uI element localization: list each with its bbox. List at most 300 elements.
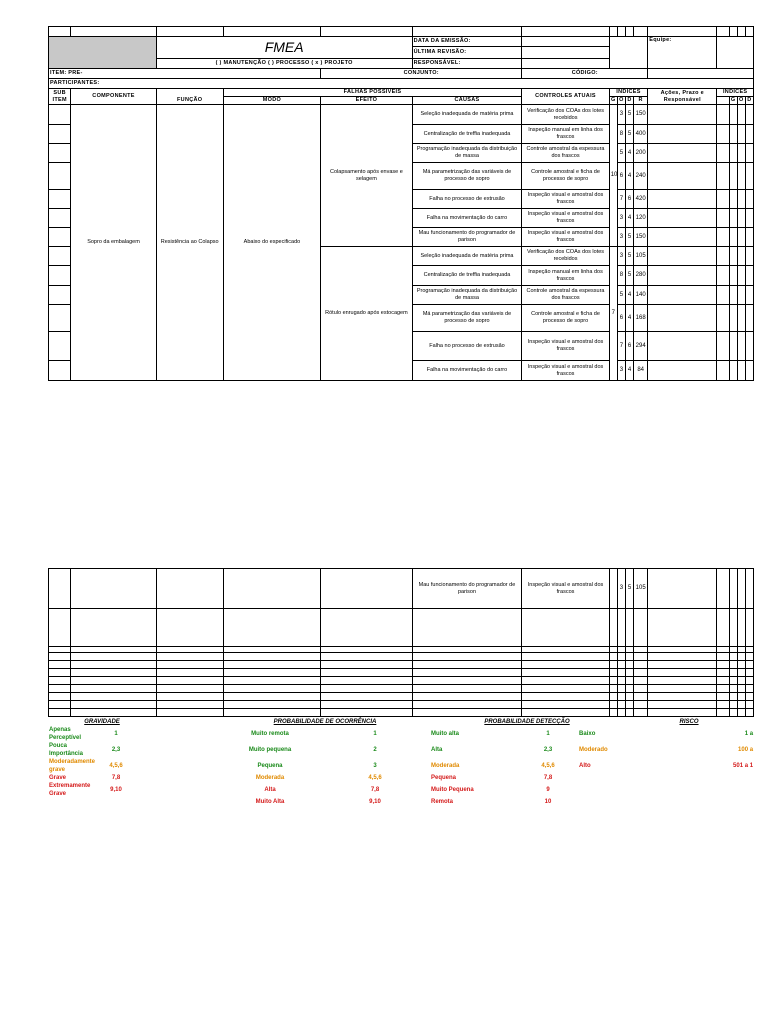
blank-cell [737,661,745,669]
blank-cell [745,709,753,717]
occurrence-label: Pequena [257,763,283,769]
legend-body [48,726,754,806]
g-cell: 10 [609,105,617,247]
blank-cell [609,609,617,647]
blank-cell [737,677,745,685]
blank-cell [717,286,729,305]
blank-cell [71,609,156,647]
col-indices-2: ÍNDICES [717,89,754,97]
control-cell: Controle amostral e ficha de processo de sopro [522,163,609,190]
blank-cell [729,209,737,228]
r-cell: 150 [634,105,648,125]
blank-cell [648,209,717,228]
risk-value [694,774,754,782]
blank-cell [745,105,753,125]
blank-cell [648,661,717,669]
r-cell: 400 [634,125,648,144]
control-cell: Verificação dos COAs dos lotes recebidos [522,247,609,266]
r-cell: 294 [634,332,648,361]
cause-cell: Programação inadequada da distribuição de massa [412,144,522,163]
blank-cell [717,305,729,332]
blank-cell [617,609,625,647]
blank-cell [745,286,753,305]
spacer [156,742,220,758]
fmea-sheet [48,26,754,381]
blank-cell [717,266,729,286]
blank-cell [737,361,745,381]
blank-cell [321,677,412,685]
blank-cell [617,709,625,717]
blank-cell [648,247,717,266]
blank-cell [634,609,648,647]
blank-cell [609,669,617,677]
blank-cell [412,609,522,647]
d-cell: 4 [625,209,633,228]
subitem-cell [49,361,71,381]
control-cell: Verificação dos COAs dos lotes recebidos [522,105,609,125]
severity-label: Moderadamente grave [49,759,96,773]
legend-row [48,798,754,806]
blank-cell [717,609,729,647]
o-cell: 3 [617,228,625,247]
d-cell: 5 [625,266,633,286]
r-cell: 84 [634,361,648,381]
o-cell: 5 [617,144,625,163]
blank-cell [412,693,522,701]
blank-cell [49,693,71,701]
blank-cell [745,144,753,163]
blank-cell [729,685,737,693]
blank-cell [729,677,737,685]
subitem-cell [49,332,71,361]
blank-cell [412,685,522,693]
blank-cell [648,701,717,709]
col-indices: ÍNDICES [609,89,648,97]
table-row [49,669,754,677]
col-o-2: O [738,97,744,103]
blank-cell [412,653,522,661]
control-cell: Inspeção manual em linha dos frascos [522,266,609,286]
blank-cell [648,228,717,247]
detection-label: Remota [431,799,454,805]
blank-cell [625,693,633,701]
blank-cell [729,266,737,286]
o-cell: 3 [617,247,625,266]
blank-cell [648,266,717,286]
blank-cell [522,661,609,669]
blank-cell [625,685,633,693]
blank-cell [321,669,412,677]
blank-cell [412,669,522,677]
blank-cell [717,701,729,709]
blank-cell [717,163,729,190]
fmea-sheet-page-2 [48,568,754,806]
legend-row [48,742,754,758]
table-row [49,693,754,701]
blank-cell [49,661,71,669]
logo-placeholder [49,37,157,69]
blank-cell [321,685,412,693]
col-component: COMPONENTE [71,89,156,105]
d-cell: 5 [625,125,633,144]
d-cell: 4 [625,286,633,305]
effect-cell: Rótulo enrugado após estocagem [321,247,412,381]
blank-cell [609,701,617,709]
blank-cell [648,163,717,190]
occurrence-label: Moderada [255,775,285,781]
blank-cell [717,653,729,661]
blank-cell [648,144,717,163]
blank-cell [648,653,717,661]
blank-cell [609,709,617,717]
blank-cell [648,677,717,685]
subitem-cell [49,228,71,247]
r-cell: 140 [634,286,648,305]
o-cell: 3 [617,209,625,228]
severity-label: Extremamente Grave [49,783,91,797]
spacer [624,798,694,806]
blank-cell [745,209,753,228]
blank-cell [625,677,633,685]
blank-cell [729,125,737,144]
o-cell: 3 [617,361,625,381]
blank-cell [223,609,321,647]
blank-cell [522,669,609,677]
severity-value: 7,8 [111,775,121,781]
severity-title: GRAVIDADE [84,719,120,725]
occurrence-value: 2 [373,747,377,753]
o-cell: 7 [617,332,625,361]
risk-label: Baixo [579,731,596,737]
blank-cell [737,305,745,332]
control-cell: Inspeção visual e amostral dos frascos [522,209,609,228]
cause-cell: Mau funcionamento do programador de parison [412,569,522,609]
blank-cell [522,709,609,717]
blank-cell [717,105,729,125]
document-title: FMEA [156,37,412,59]
blank-cell [71,701,156,709]
blank-cell [156,669,223,677]
occurrence-label: Muito remota [251,731,289,737]
blank-cell [71,653,156,661]
blank-cell [49,653,71,661]
blank-cell [49,701,71,709]
blank-cell [49,609,71,647]
blank-cell [625,653,633,661]
control-cell: Controle amostral da espessura dos frascos [522,286,609,305]
blank-cell [71,693,156,701]
occurrence-value: 9,10 [369,799,381,805]
cause-cell: Centralização de treffia inadequada [412,125,522,144]
detection-label: Pequena [431,775,457,781]
blank-cell [634,677,648,685]
blank-cell [737,190,745,209]
blank-cell [617,693,625,701]
blank-cell [223,693,321,701]
blank-cell [617,677,625,685]
blank-cell [717,144,729,163]
detection-value: 2,3 [543,747,553,753]
detection-value: 10 [544,799,552,805]
cause-cell: Mau funcionamento do programador de parison [412,228,522,247]
blank-cell [609,693,617,701]
blank-cell [49,669,71,677]
subitem-cell [49,163,71,190]
blank-cell [156,661,223,669]
table-row [49,677,754,685]
spacer [624,742,694,758]
severity-label: Grave [49,775,67,781]
blank-cell [634,685,648,693]
table-row [49,105,754,125]
blank-cell [717,677,729,685]
subitem-cell [49,247,71,266]
blank-cell [745,669,753,677]
occurrence-title: PROBABILIDADE DE OCORRÊNCIA [273,719,377,725]
blank-cell [49,709,71,717]
subitem-cell [49,305,71,332]
d-cell: 5 [625,228,633,247]
blank-cell [156,609,223,647]
blank-cell [634,653,648,661]
blank-cell [223,685,321,693]
occurrence-value: 7,8 [370,787,380,793]
assembly-label: CONJUNTO: [321,69,522,79]
subitem-cell [49,125,71,144]
table-row [49,653,754,661]
blank-cell [648,609,717,647]
blank-cell [745,685,753,693]
blank-cell [71,677,156,685]
blank-cell [745,247,753,266]
blank-cell [729,144,737,163]
component-cell: Sopro da embalagem [71,105,156,381]
r-cell: 150 [634,228,648,247]
blank-cell [223,701,321,709]
blank-cell [648,709,717,717]
blank-cell [737,247,745,266]
table-row [49,569,754,609]
blank-cell [648,305,717,332]
blank-cell [717,693,729,701]
blank-cell [745,190,753,209]
r-cell: 200 [634,144,648,163]
blank-cell [737,709,745,717]
blank-cell [717,247,729,266]
o-cell: 6 [617,163,625,190]
d-cell: 5 [625,247,633,266]
risk-label [578,782,624,798]
subitem-cell [49,105,71,125]
d-cell: 5 [625,569,633,609]
d-cell: 4 [625,361,633,381]
cause-cell: Centralização de treffia inadequada [412,266,522,286]
blank-cell [737,144,745,163]
o-cell: 7 [617,190,625,209]
severity-value: 4,5,6 [109,763,123,769]
blank-cell [321,693,412,701]
control-cell: Inspeção manual em linha dos frascos [522,125,609,144]
blank-cell [717,228,729,247]
col-effect: EFEITO [321,97,412,105]
blank-cell [737,653,745,661]
legend-row [48,758,754,774]
cause-cell: Má parametrização das variáveis de processo de sopro [412,305,522,332]
col-subitem: SUB ITEM [49,89,71,105]
blank-cell [648,693,717,701]
blank-cell [223,669,321,677]
blank-cell [522,701,609,709]
cause-cell: Seleção inadequada de matéria prima [412,247,522,266]
cause-cell: Falha na movimentação do carro [412,209,522,228]
blank-cell [737,105,745,125]
blank-cell [737,209,745,228]
blank-cell [49,677,71,685]
blank-cell [223,661,321,669]
d-cell: 4 [625,144,633,163]
effect-cell: Colapsamento após envase e selagem [321,105,412,247]
blank-cell [737,685,745,693]
blank-cell [745,661,753,669]
legend-table [48,718,754,806]
detection-label: Muito alta [431,731,460,737]
mode-cell: Abaixo do especificado [223,105,321,381]
blank-cell [49,685,71,693]
blank-cell [745,266,753,286]
legend-row [48,782,754,798]
blank-cell [729,163,737,190]
detection-value: 4,5,6 [541,763,555,769]
control-cell: Inspeção visual e amostral dos frascos [522,332,609,361]
responsible-label: RESPONSÁVEL: [412,59,522,69]
blank-cell [617,685,625,693]
subitem-cell [49,144,71,163]
blank-cell [729,669,737,677]
blank-cell [737,228,745,247]
item-label: ITEM: PRE- [49,69,321,79]
blank-cell [745,125,753,144]
blank-cell [729,661,737,669]
occurrence-label: Muito Alta [255,799,285,805]
blank-cell [745,653,753,661]
blank-cell [156,693,223,701]
blank-cell [717,125,729,144]
blank-cell [609,653,617,661]
severity-value [76,798,156,806]
detection-label: Alta [431,747,443,753]
blank-cell [745,332,753,361]
d-cell: 5 [625,105,633,125]
col-r: R [634,97,648,105]
col-controls: CONTROLES ATUAIS [522,89,609,105]
blank-cell [717,361,729,381]
subitem-cell [49,286,71,305]
severity-label [48,798,76,806]
blank-cell [648,332,717,361]
risk-value: 1 a [744,731,754,737]
blank-cell [625,609,633,647]
occurrence-value: 1 [373,731,377,737]
r-cell: 105 [634,569,648,609]
occurrence-value: 3 [373,763,377,769]
cause-cell: Falha na movimentação do carro [412,361,522,381]
detection-title: PROBABILIDADE DETECÇÃO [484,719,570,725]
blank-cell [648,361,717,381]
blank-cell [71,709,156,717]
spacer [156,798,220,806]
blank-cell [717,685,729,693]
blank-cell [156,653,223,661]
blank-cell [737,286,745,305]
col-d-2: D [747,97,752,103]
cause-cell: Seleção inadequada de matéria prima [412,105,522,125]
fmea-body [49,105,754,381]
blank-cell [617,653,625,661]
col-actions: Ações, Prazo e Responsável [648,89,717,105]
blank-cell [609,661,617,669]
col-o: O [619,97,624,103]
o-cell: 5 [617,286,625,305]
participants-label: PARTICIPANTES: [49,79,754,89]
blank-cell [156,677,223,685]
severity-label: Apenas Perceptível [49,727,82,741]
blank-cell [737,332,745,361]
d-cell: 6 [625,332,633,361]
blank-cell [321,661,412,669]
blank-cell [729,693,737,701]
blank-cell [617,701,625,709]
function-cell: Resistência ao Colapso [156,105,223,381]
blank-cell [729,247,737,266]
detection-label: Muito Pequena [431,787,474,793]
detection-value: 1 [546,731,550,737]
risk-value: 100 a [738,747,754,753]
r-cell: 105 [634,247,648,266]
col-g: G [610,97,616,103]
blank-cell [717,190,729,209]
blank-cell [71,661,156,669]
blank-cell [648,669,717,677]
blank-cell [522,693,609,701]
occurrence-value: 4,5,6 [368,775,382,781]
risk-label: Moderado [579,747,608,753]
cause-cell: Falha no processo de extrusão [412,332,522,361]
blank-cell [156,709,223,717]
blank-cell [729,701,737,709]
blank-cell [321,709,412,717]
col-causes: CAUSAS [412,97,522,105]
spacer [624,758,694,774]
blank-cell [609,685,617,693]
spacer [624,782,694,798]
severity-value: 1 [114,731,118,737]
r-cell: 420 [634,190,648,209]
subitem-cell [49,266,71,286]
blank-cell [321,701,412,709]
blank-cell [321,609,412,647]
subitem-cell [49,209,71,228]
blank-cell [609,677,617,685]
blank-cell [223,709,321,717]
detection-value: 9 [546,787,550,793]
blank-cell [625,701,633,709]
risk-title: RISCO [679,719,699,725]
d-cell: 4 [625,305,633,332]
blank-cell [745,305,753,332]
g-cell: 7 [609,247,617,381]
o-cell: 3 [617,569,625,609]
blank-cell [717,709,729,717]
